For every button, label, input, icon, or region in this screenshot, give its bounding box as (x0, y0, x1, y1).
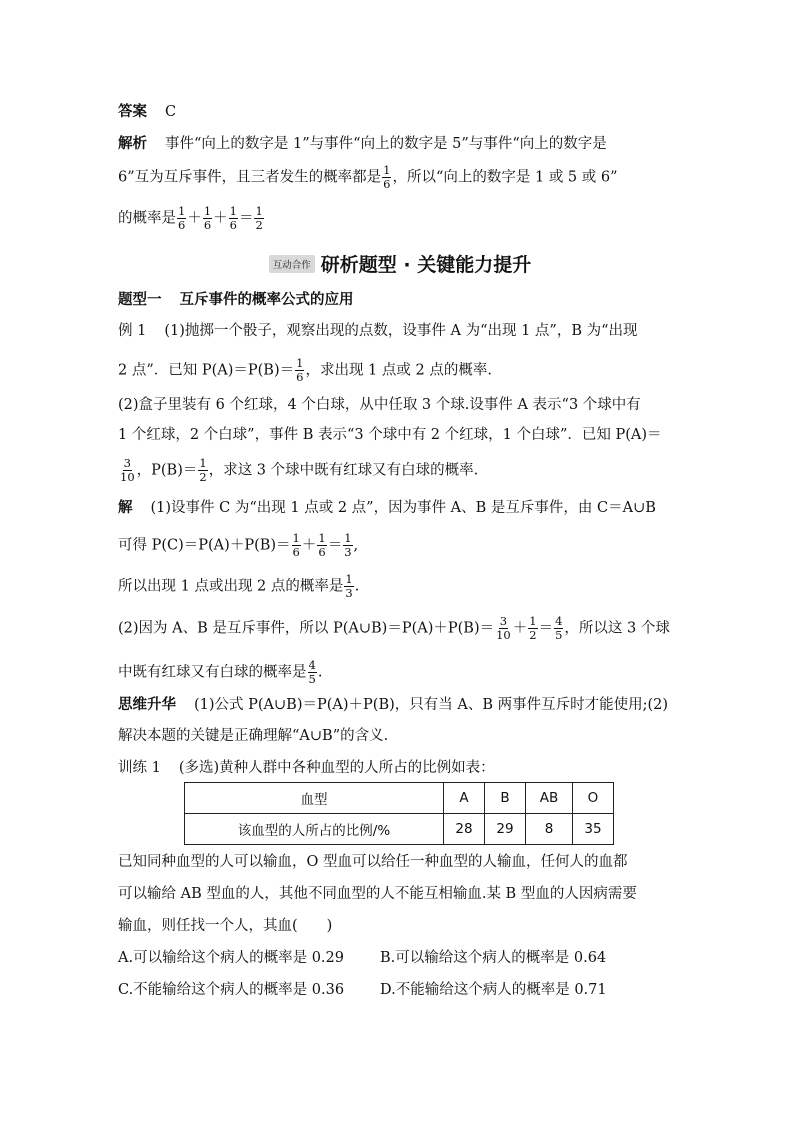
numerator: 1 (383, 163, 391, 177)
solution-text: 中既有红球又有白球的概率是 (118, 664, 307, 681)
fraction (495, 615, 512, 642)
question-text: 输血，则任找一个人，其血( ) (118, 918, 333, 934)
table-cell: 该血型的人所占的比例/% (185, 814, 444, 845)
blood-type-table (184, 782, 614, 845)
table-header-cell: A (444, 783, 485, 814)
analysis-text-2a: 6”互为互斥事件，且三者发生的概率都是 (118, 169, 382, 186)
solution-line-5: 中既有红球又有白球的概率是 $\frac{4}{5}$ . (118, 658, 323, 686)
denominator: 6 (292, 545, 300, 559)
solution-line-3: 所以出现 1 点或出现 2 点的概率是 $\frac{1}{3}$ . (118, 572, 360, 600)
numerator: 1 (344, 531, 352, 545)
fraction (528, 615, 537, 642)
answer-line (118, 102, 176, 122)
answer-value: C (165, 104, 177, 120)
table-cell: 8 (526, 814, 573, 845)
example-text: ，求这 3 个球中既有红球又有白球的概率. (208, 462, 479, 479)
numerator: 1 (199, 456, 207, 470)
denominator: 5 (308, 672, 316, 686)
table-cell: 29 (485, 814, 526, 845)
fraction (382, 164, 391, 191)
numerator: 1 (292, 531, 300, 545)
table-cell: 28 (444, 814, 485, 845)
numerator: 1 (529, 614, 537, 628)
table-header-row (185, 783, 614, 814)
solution-text: (2)因为 A、B 是互斥事件，所以 P(A∪B)＝P(A)＋P(B)＝ (118, 620, 495, 637)
fraction (198, 457, 207, 484)
fraction (292, 532, 301, 559)
example-line-2 (118, 357, 492, 384)
question-line-2 (118, 884, 637, 904)
analysis-text-3: 的概率是 (118, 210, 176, 227)
fraction (308, 659, 317, 686)
fraction (343, 532, 352, 559)
training-text: (多选)黄种人群中各种血型的人所占的比例如表： (178, 760, 495, 776)
example-line-5 (118, 457, 478, 484)
example-text: ，求出现 1 点或 2 点的概率. (305, 362, 492, 379)
denominator: 2 (199, 470, 207, 484)
example-text: (2)盒子里装有 6 个红球，4 个白球，从中任取 3 个球.设事件 A 表示“3 个球中有 (118, 397, 641, 413)
question-line-3 (118, 916, 332, 936)
numerator: 1 (178, 204, 186, 218)
fraction (229, 205, 238, 232)
fraction (254, 205, 263, 232)
denominator: 2 (529, 628, 537, 642)
summary-label: 思维升华 (118, 697, 176, 713)
fraction (317, 532, 326, 559)
example-text: ，P(B)＝ (136, 462, 198, 479)
example-text: 1 个红球，2 个白球”，事件 B 表示“3 个球中有 2 个红球，1 个白球”．已知 P(A)＝ (118, 427, 662, 443)
example-line-3 (118, 395, 641, 415)
training-label: 训练 1 (118, 760, 161, 776)
summary-text: 解决本题的关键是正确理解“A∪B”的含义. (118, 728, 389, 744)
solution-text: ，所以这 3 个球 (564, 620, 670, 637)
section-title: 研析题型 · 关键能力提升 (320, 254, 532, 276)
topic-label: 题型一 (118, 292, 162, 308)
denominator: 10 (120, 470, 135, 484)
solution-line-1 (118, 498, 656, 518)
section-header (120, 250, 680, 277)
solution-line-2: 可得 P(C)＝P(A)＋P(B)＝ $\frac{1}{6}$ ＋ $\frac{1}{6}$ ＝ $\frac{1}{3}$ , (118, 531, 359, 559)
solution-label: 解 (118, 499, 133, 516)
summary-line-2 (118, 726, 388, 746)
option-d[interactable]: D.不能输给这个病人的概率是 0.71 (380, 982, 607, 998)
topic-heading (118, 290, 354, 310)
analysis-text-1: 事件“向上的数字是 1”与事件“向上的数字是 5”与事件“向上的数字是 (165, 136, 607, 152)
numerator: 4 (555, 614, 563, 628)
analysis-line-2 (118, 164, 618, 191)
analysis-line-1 (118, 134, 607, 154)
topic-title: 互斥事件的概率公式的应用 (179, 292, 354, 308)
denominator: 3 (345, 586, 353, 600)
summary-text: (1)公式 P(A∪B)＝P(A)＋P(B)，只有当 A、B 两事件互斥时才能使用;(2) (194, 697, 669, 713)
table-header-cell: 血型 (185, 783, 444, 814)
fraction (344, 573, 353, 600)
solution-text: 可得 P(C)＝P(A)＋P(B)＝ (118, 537, 291, 554)
example-line-4 (118, 425, 662, 445)
denominator: 6 (318, 545, 326, 559)
solution-line-4: (2)因为 A、B 是互斥事件，所以 P(A∪B)＝P(A)＋P(B)＝ $\frac{3}{10}$ ＋ $\frac{1}{2}$ ＝ $\frac{4}{5}$ ，所以这 3 个球 (118, 614, 670, 642)
table-header-cell: B (485, 783, 526, 814)
denominator: 6 (203, 218, 212, 232)
numerator: 4 (308, 658, 316, 672)
denominator: 6 (229, 218, 237, 232)
solution-text: 所以出现 1 点或出现 2 点的概率是 (118, 578, 344, 595)
denominator: 3 (344, 545, 352, 559)
question-text: 可以输给 AB 型血的人，其他不同血型的人不能互相输血.某 B 型血的人因病需要 (118, 886, 637, 902)
fraction (119, 457, 136, 484)
analysis-label: 解析 (118, 135, 147, 152)
analysis-line-3: 的概率是 $\frac{1}{6}$ ＋ $\frac{1}{6}$ ＋ $\frac{1}{6}$ ＝ $\frac{1}{2}$ (118, 204, 263, 232)
numerator: 3 (499, 614, 508, 628)
option-c[interactable]: C.不能输给这个病人的概率是 0.36 (118, 982, 345, 998)
numerator: 1 (345, 572, 353, 586)
fraction (203, 205, 212, 232)
option-a[interactable]: A.可以输给这个病人的概率是 0.29 (118, 950, 344, 966)
example-label: 例 1 (118, 323, 147, 339)
numerator: 1 (203, 204, 212, 218)
numerator: 1 (255, 204, 263, 218)
denominator: 2 (255, 218, 263, 232)
table-cell: 35 (573, 814, 614, 845)
option-b[interactable]: B.可以输给这个病人的概率是 0.64 (380, 950, 607, 966)
denominator: 10 (496, 628, 511, 642)
example-text: (1)抛掷一个骰子，观察出现的点数，设事件 A 为“出现 1 点”，B 为“出现 (164, 323, 638, 339)
question-text: 已知同种血型的人可以输血，O 型血可以给任一种血型的人输血，任何人的血都 (118, 854, 628, 870)
question-line-1 (118, 852, 628, 872)
analysis-text-2b: ，所以“向上的数字是 1 或 5 或 6” (392, 169, 618, 186)
section-badge: 互动合作 (269, 255, 315, 273)
answer-label: 答案 (118, 103, 147, 120)
table-row (185, 814, 614, 845)
numerator: 1 (318, 531, 326, 545)
denominator: 6 (383, 177, 391, 191)
denominator: 6 (296, 370, 304, 384)
example-line-1 (118, 321, 638, 341)
fraction (177, 205, 186, 232)
fraction (295, 357, 304, 384)
numerator: 1 (296, 356, 304, 370)
example-text: 2 点”．已知 P(A)＝P(B)＝ (118, 362, 295, 379)
table-header-cell: O (573, 783, 614, 814)
table-header-cell: AB (526, 783, 573, 814)
training-line-1 (118, 758, 495, 778)
denominator: 6 (178, 218, 186, 232)
fraction (554, 615, 563, 642)
solution-text: (1)设事件 C 为“出现 1 点或 2 点”，因为事件 A、B 是互斥事件，由 C＝A∪B (150, 500, 656, 516)
denominator: 5 (555, 628, 563, 642)
numerator: 1 (229, 204, 237, 218)
summary-line-1 (118, 695, 668, 715)
numerator: 3 (123, 456, 131, 470)
